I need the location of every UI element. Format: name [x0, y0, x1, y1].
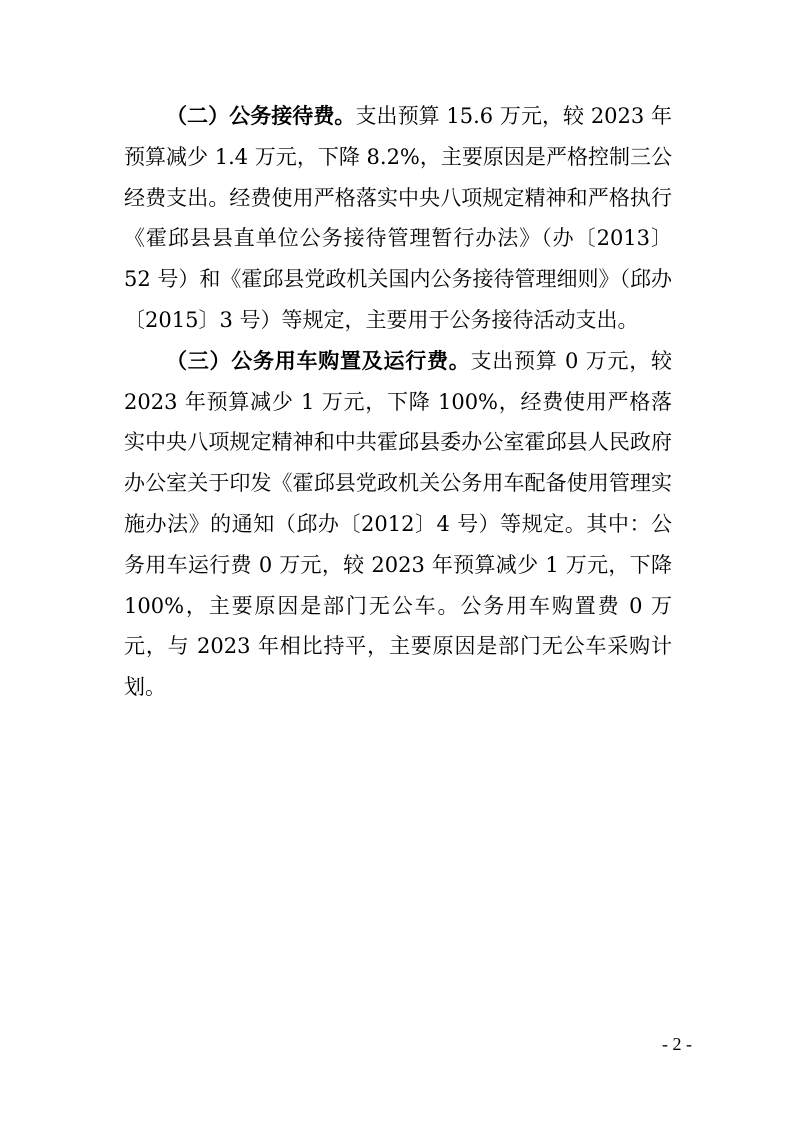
document-body	[124, 96, 672, 708]
section-heading-official-reception: （二）公务接待费。	[166, 103, 356, 128]
paragraph-official-reception	[124, 96, 672, 341]
page-number: - 2 -	[662, 1034, 692, 1054]
section-heading-official-vehicles: （三）公务用车购置及运行费。	[166, 347, 471, 373]
paragraph-text-official-vehicles: 支出预算 0 万元，较 2023 年预算减少 1 万元，下降 100%，经费使用严格落实中央八项规定精神和中共霍邱县委办公室霍邱县人民政府办公室关于印发《霍邱县党政机关公务用车配备使用管理实施办法》的通知（邱办〔2012〕4 号）等规定。其中：公务用车运行费 0 万元，较 2023 年预算减少 1 万元，下降 100%，主要原因是部门无公车。公务用车购置费 0 万元，与 2023 年相比持平，主要原因是部门无公车采购计划。	[124, 348, 673, 700]
paragraph-official-vehicles	[124, 341, 672, 708]
paragraph-text-official-reception: 支出预算 15.6 万元，较 2023 年预算减少 1.4 万元，下降 8.2%，主要原因是严格控制三公经费支出。经费使用严格落实中央八项规定精神和严格执行《霍邱县县直单位公务接待管理暂行办法》（办〔2013〕52 号）和《霍邱县党政机关国内公务接待管理细则》（邱办〔2015〕3 号）等规定，主要用于公务接待活动支出。	[124, 104, 672, 332]
